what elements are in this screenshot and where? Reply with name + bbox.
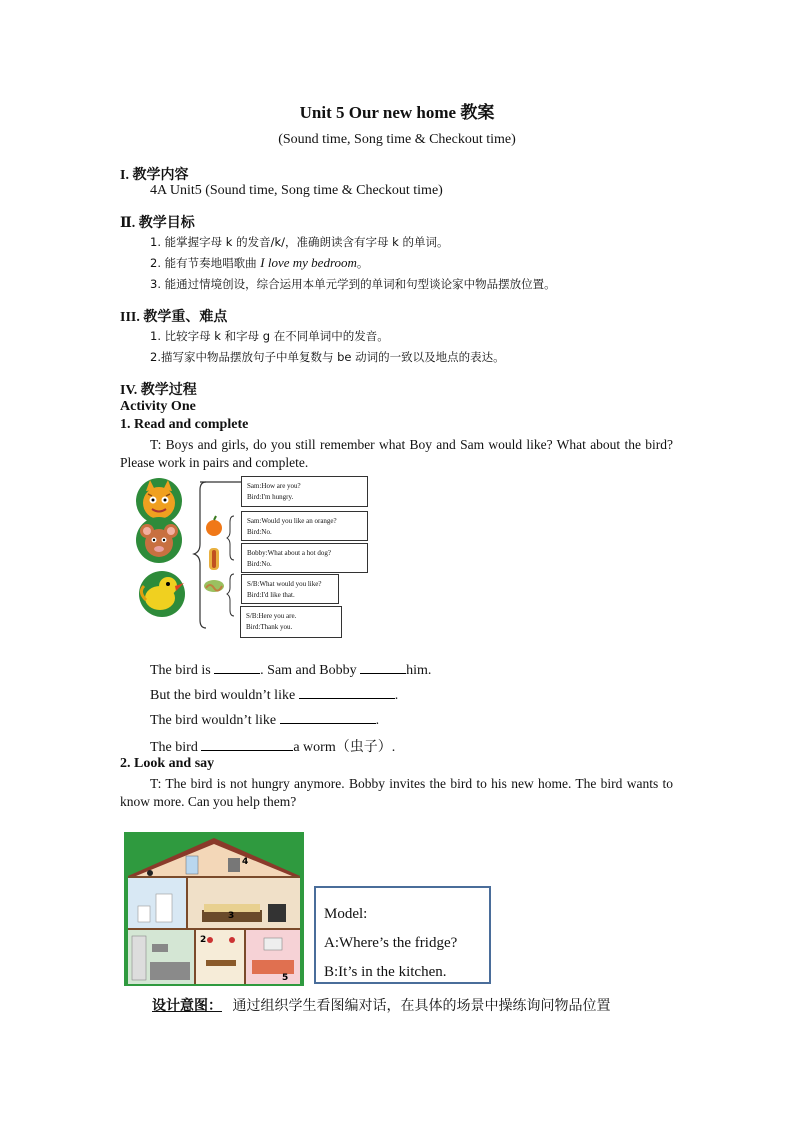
fill-line-2: [150, 686, 398, 704]
objective-1: 1. 能掌握字母 k 的发音/k/，准确朗读含有字母 k 的单词。: [150, 235, 449, 249]
dialog-box-5: [240, 606, 342, 638]
fill-line-2-b: .: [394, 688, 399, 703]
dialog-5-line-2: Bird:Thank you.: [246, 623, 293, 631]
house-illustration: [124, 832, 304, 986]
hot-dog-icon: [209, 548, 219, 570]
blank-5: [201, 738, 293, 751]
model-question: A:Where’s the fridge?: [324, 935, 458, 951]
page-subtitle: (Sound time, Song time & Checkout time): [278, 132, 516, 147]
fill-line-4: [150, 736, 395, 756]
model-answer: B:It’s in the kitchen.: [324, 964, 447, 980]
dialog-box-4: [241, 574, 339, 604]
design-intent-label: 设计意图：: [152, 999, 222, 1014]
section-1-content: 4A Unit5 (Sound time, Song time & Checkout time): [150, 183, 443, 198]
section-1-heading: I. 教学内容: [120, 168, 189, 183]
read-complete-paragraph: T: Boys and girls, do you still remember what Boy and Sam would like? What about the bird? Please work in pairs and complete.: [120, 437, 673, 470]
blank-4: [280, 711, 376, 724]
fill-line-1-c: him.: [406, 663, 432, 678]
fill-line-3-a: The bird wouldn’t like: [150, 713, 280, 728]
design-intent: [152, 995, 611, 1015]
dialog-1-line-2: Bird:I'm hungry.: [247, 493, 294, 501]
fill-line-4-a: The bird: [150, 740, 202, 755]
dialog-box-2: [241, 511, 368, 541]
house-number-4: 4: [242, 857, 249, 867]
fill-line-1-b: . Sam and Bobby: [260, 663, 361, 678]
dialog-4-line-2: Bird:I'd like that.: [247, 591, 295, 599]
fill-line-3: [150, 711, 379, 729]
brace-line: [194, 482, 206, 628]
objective-2-end: 。: [356, 256, 369, 270]
model-label: Model:: [324, 906, 368, 922]
section-4-heading: IV. 教学过程: [120, 383, 197, 398]
read-complete-heading: 1. Read and complete: [120, 417, 249, 432]
dialog-4-line-1: S/B:What would you like?: [247, 580, 322, 588]
objective-2: [150, 255, 368, 271]
orange-icon: [206, 516, 222, 536]
dialog-2-line-1: Sam:Would you like an orange?: [247, 517, 337, 525]
look-say-paragraph: T: The bird is not hungry anymore. Bobby invites the bird to his new home. The bird wants to know more. Can you help them?: [120, 776, 673, 809]
fill-line-4-b: a worm（虫子）.: [293, 740, 396, 755]
fill-line-2-a: But the bird wouldn’t like: [150, 688, 299, 703]
key-point-1: 1. 比较字母 k 和字母 g 在不同单词中的发音。: [150, 329, 389, 343]
blank-2: [360, 661, 406, 674]
objective-3: 3. 能通过情境创设，综合运用本单元学到的单词和句型谈论家中物品摆放位置。: [150, 277, 556, 291]
dialog-3-line-1: Bobby:What about a hot dog?: [247, 549, 331, 557]
activity-heading: Activity One: [120, 399, 196, 414]
page-title: Unit 5 Our new home 教案: [299, 103, 495, 122]
house-number-3: 3: [228, 911, 235, 921]
dialog-box-3: [241, 543, 368, 573]
objective-2-text: 2. 能有节奏地唱歌曲: [150, 256, 257, 270]
dialog-1-line-1: Sam:How are you?: [247, 482, 301, 490]
worm-icon: [204, 580, 224, 592]
blank-1: [214, 661, 260, 674]
section-3-heading: III. 教学重、难点: [120, 310, 228, 325]
section-2-heading: Ⅱ. 教学目标: [120, 216, 195, 231]
house-number-5: 5: [282, 973, 289, 983]
house-number-2: 2: [200, 935, 207, 945]
model-box: [314, 886, 491, 984]
dialog-2-line-2: Bird:No.: [247, 528, 272, 536]
dialog-box-1: [241, 476, 368, 507]
design-intent-text: 通过组织学生看图编对话，在具体的场景中操练询问物品位置: [232, 999, 611, 1014]
look-say-heading: 2. Look and say: [120, 756, 215, 771]
fill-line-1-a: The bird is: [150, 663, 215, 678]
fill-line-3-b: .: [375, 713, 380, 728]
mouse-icon: [136, 517, 182, 563]
dialog-3-line-2: Bird:No.: [247, 560, 272, 568]
blank-3: [299, 686, 395, 699]
dialog-5-line-1: S/B:Here you are.: [246, 612, 297, 620]
key-point-2: 2.描写家中物品摆放句子中单复数与 be 动词的一致以及地点的表达。: [150, 350, 505, 364]
fill-line-1: [150, 661, 431, 679]
bird-icon: [139, 571, 185, 617]
song-title: I love my bedroom: [260, 255, 357, 270]
